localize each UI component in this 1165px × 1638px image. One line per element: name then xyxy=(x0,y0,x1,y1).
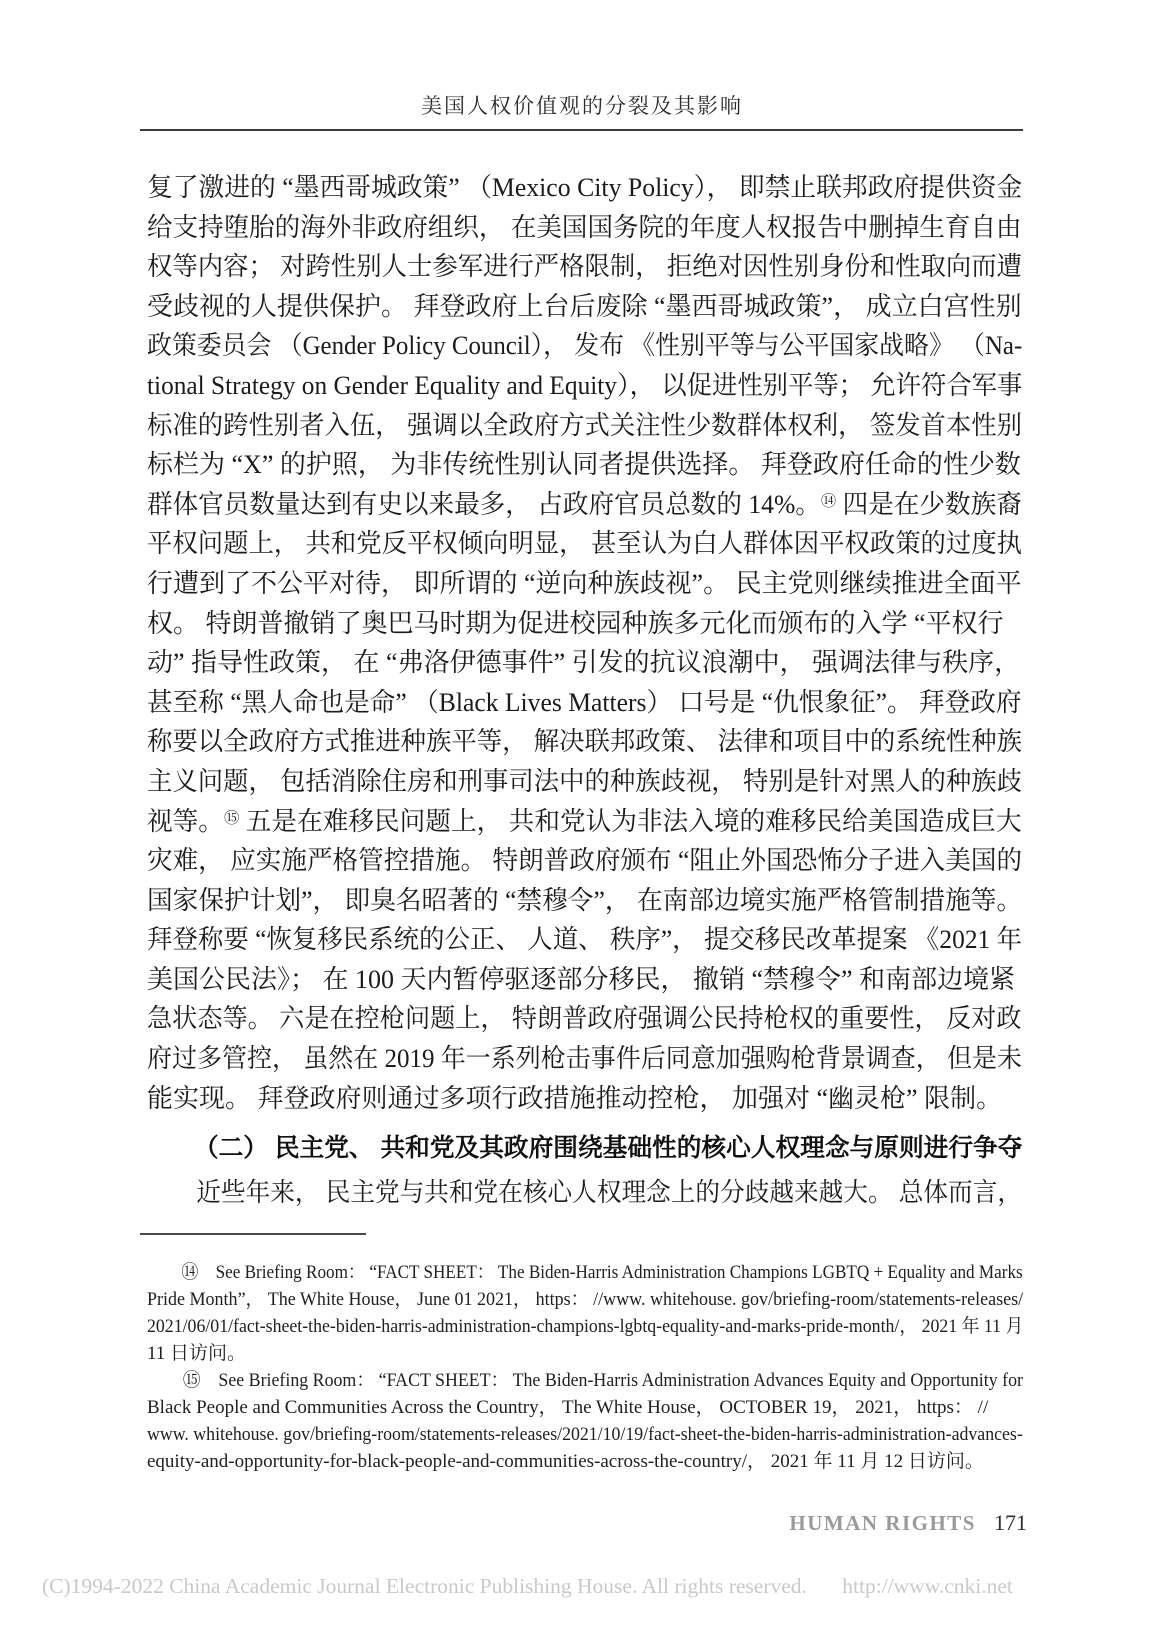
body-line: 急状态等。 六是在控枪问题上， 特朗普政府强调公民持枪权的重要性， 反对政 xyxy=(147,1004,1022,1034)
body-line: 国家保护计划”， 即臭名昭著的 “禁穆令”， 在南部边境实施严格管制措施等。 xyxy=(147,885,1023,915)
body-line: 受歧视的人提供保护。 拜登政府上台后废除 “墨西哥城政策”， 成立白宫性别 xyxy=(147,291,1022,321)
footnote-ref: ⑭ xyxy=(820,492,837,510)
body-line: 政策委员会 （Gender Policy Council）， 发布 《性别平等与公平国家战略》 （Na- xyxy=(147,331,1023,361)
footnotes xyxy=(147,1259,1023,1475)
body-line: 动” 指导性政策， 在 “弗洛伊德事件” 引发的抗议浪潮中， 强调法律与秩序， xyxy=(147,648,1021,678)
footnote-line: 11 日访问。 xyxy=(147,1343,247,1364)
body-line: 主义问题， 包括消除住房和刑事司法中的种族歧视， 特别是针对黑人的种族歧 xyxy=(147,766,1023,796)
body-line: 美国公民法》； 在 100 天内暂停驱逐部分移民， 撤销 “禁穆令” 和南部边境紧 xyxy=(147,964,1016,994)
body-line: 府过多管控， 虽然在 2019 年一系列枪击事件后同意加强购枪背景调查， 但是未 xyxy=(147,1044,1023,1074)
body-line: 称要以全政府方式推进种族平等， 解决联邦政策、 法律和项目中的系统性种族 xyxy=(147,727,1023,757)
body-line: 拜登称要 “恢复移民系统的公正、 人道、 秩序”， 提交移民改革提案 《2021 年 xyxy=(147,925,1023,955)
footnote-line: ⑮ See Briefing Room： “FACT SHEET： The Biden-Harris Administration Advances Equity and Opportunity for xyxy=(182,1370,1023,1391)
page-footer xyxy=(789,1510,1027,1536)
section-heading: （二） 民主党、 共和党及其政府围绕基础性的核心人权理念与原则进行争夺 xyxy=(193,1134,1023,1162)
body-line: 复了激进的 “墨西哥城政策” （Mexico City Policy）， 即禁止联邦政府提供资金 xyxy=(147,173,1023,202)
body-line: 视等。⑮ 五是在难移民问题上， 共和党认为非法入境的难移民给美国造成巨大 xyxy=(147,806,1022,836)
body-line: tional Strategy on Gender Equality and Equity）， 以促进性别平等； 允许符合军事 xyxy=(147,370,1023,400)
body-line: 平权问题上， 共和党反平权倾向明显， 甚至认为白人群体因平权政策的过度执 xyxy=(147,529,1023,559)
footnote-separator xyxy=(140,1233,366,1235)
copyright-watermark xyxy=(42,1574,1142,1599)
footnote-line: ⑭ See Briefing Room： “FACT SHEET： The Biden-Harris Administration Champions LGBTQ + Equality and Marks xyxy=(181,1262,1023,1283)
running-head-title: 美国人权价值观的分裂及其影响 xyxy=(421,94,743,118)
paragraph-first-line: 近些年来， 民主党与共和党在核心人权理念上的分歧越来越大。 总体而言， xyxy=(196,1178,1023,1207)
body-line: 行遭到了不公平对待， 即所谓的 “逆向种族歧视”。 民主党则继续推进全面平 xyxy=(147,568,1022,598)
body-line: 甚至称 “黑人命也是命” （Black Lives Matters） 口号是 “仇恨象征”。 拜登政府 xyxy=(147,687,1022,717)
body-line: 能实现。 拜登政府则通过多项行政措施推动控枪， 加强对 “幽灵枪” 限制。 xyxy=(147,1083,1003,1113)
footnote-line: Black People and Communities Across the Country， The White House， OCTOBER 19， 2021， https： // xyxy=(147,1397,989,1418)
body-text xyxy=(147,168,1022,1118)
journal-name: HUMAN RIGHTS xyxy=(789,1511,976,1535)
body-line: 权等内容； 对跨性别人士参军进行严格限制， 拒绝对因性别身份和性取向而遭 xyxy=(147,252,1023,282)
footnote-line: Pride Month”， The White House， June 01 2021， https： //www. whitehouse. gov/briefing-room/statements-releases/ xyxy=(147,1289,1024,1310)
footnote-line: equity-and-opportunity-for-black-people-and-communities-across-the-country/， 2021 年 11 月 12 日访问。 xyxy=(147,1451,984,1472)
body-line: 给支持堕胎的海外非政府组织， 在美国国务院的年度人权报告中删掉生育自由 xyxy=(147,212,1022,242)
page-number: 171 xyxy=(994,1510,1027,1535)
body-line: 权。 特朗普撤销了奥巴马时期为促进校园种族多元化而颁布的入学 “平权行 xyxy=(147,608,1004,638)
body-line: 群体官员数量达到有史以来最多， 占政府官员总数的 14%。⑭ 四是在少数族裔 xyxy=(147,489,1022,519)
header-rule xyxy=(140,129,1023,131)
body-line: 标栏为 “X” 的护照， 为非传统性别认同者提供选择。 拜登政府任命的性少数 xyxy=(147,450,1021,480)
copyright-notice: (C)1994-2022 China Academic Journal Electronic Publishing House. All rights reserved. xyxy=(42,1574,807,1598)
body-line: 标准的跨性别者入伍， 强调以全政府方式关注性少数群体权利， 签发首本性别 xyxy=(147,410,1023,440)
copyright-url: http://www.cnki.net xyxy=(842,1574,1013,1598)
footnote-line: 2021/06/01/fact-sheet-the-biden-harris-administration-champions-lgbtq-equality-and-marks-pride-month/， 2021 年 11 月 xyxy=(147,1316,1024,1337)
footnote-ref: ⑮ xyxy=(223,809,240,827)
body-line: 灾难， 应实施严格管控措施。 特朗普政府颁布 “阻止外国恐怖分子进入美国的 xyxy=(147,846,1023,876)
footnote-line: www. whitehouse. gov/briefing-room/statements-releases/2021/10/19/fact-sheet-the-biden-harris-administration-advances- xyxy=(147,1424,1023,1445)
